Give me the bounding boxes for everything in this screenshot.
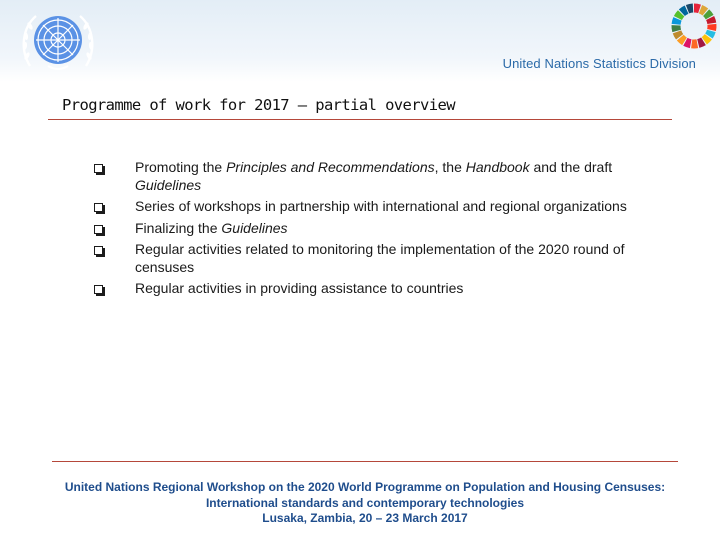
sdg-wheel-segment	[680, 38, 684, 42]
sdg-wheel-segment	[698, 41, 703, 43]
sdg-wheel-segment	[687, 8, 693, 9]
sdg-wheel-segment	[706, 13, 710, 17]
square-bullet-icon	[94, 285, 103, 294]
sdg-wheel-segment	[677, 32, 680, 37]
footer-location-date: Lusaka, Zambia, 20 – 23 March 2017	[262, 511, 468, 525]
bullet-text: Finalizing the Guidelines	[135, 219, 288, 236]
un-emblem-logo	[18, 6, 98, 78]
bullet-list	[94, 159, 684, 302]
bullet-text: Series of workshops in partnership with international and regional organizations	[135, 198, 627, 214]
sdg-wheel-segment	[685, 42, 690, 44]
bullet-text: Regular activities in providing assistance to countries	[135, 280, 464, 296]
square-bullet-icon	[94, 225, 103, 234]
bullet-text: Promoting the Principles and Recommendations, the Handbook and the draft Guidelines	[135, 159, 613, 193]
square-bullet-icon	[94, 246, 103, 255]
sdg-wheel-segment	[710, 18, 712, 23]
square-bullet-icon	[94, 164, 103, 173]
sdg-wheel-segment	[701, 9, 706, 12]
division-name: United Nations Statistics Division	[502, 56, 696, 71]
footer-subtitle: International standards and contemporary technologies	[205, 495, 525, 510]
title-divider	[48, 119, 672, 120]
footer-event-name: United Nations Regional Workshop on the 2020 World Programme on Population and Housing Censuses:	[64, 480, 666, 494]
list-item	[94, 198, 684, 216]
bullet-text: Regular activities related to monitoring the implementation of the 2020 round of censuses	[135, 241, 625, 275]
list-item	[94, 220, 684, 238]
sdg-wheel-segment	[682, 10, 687, 13]
list-item	[94, 241, 684, 276]
list-item	[94, 280, 684, 298]
sdg-wheel-logo	[668, 0, 720, 52]
sdg-wheel-segment	[676, 25, 677, 31]
list-item	[94, 159, 684, 194]
sdg-wheel-segment	[709, 31, 711, 36]
sdg-wheel-segment	[704, 37, 708, 41]
sdg-wheel-segment	[678, 13, 681, 18]
slide-title: Programme of work for 2017 – partial overview	[62, 96, 455, 114]
footer-divider	[52, 461, 678, 462]
sdg-wheel-segment	[694, 8, 700, 9]
footer	[40, 480, 690, 527]
sdg-wheel-segment	[676, 19, 677, 24]
square-bullet-icon	[94, 203, 103, 212]
